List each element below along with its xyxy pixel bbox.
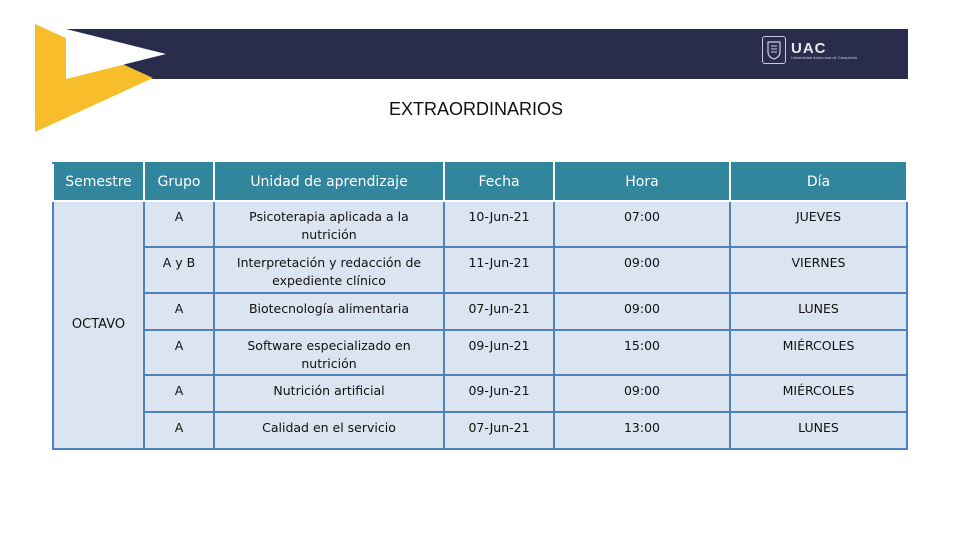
- header-notch: [66, 29, 166, 79]
- university-seal-icon: [762, 36, 786, 64]
- fecha-cell: 10-Jun-21: [444, 201, 554, 247]
- grupo-cell: A: [144, 293, 214, 330]
- fecha-cell: 09-Jun-21: [444, 375, 554, 412]
- page-title: EXTRAORDINARIOS: [388, 99, 564, 119]
- unidad-cell: Interpretación y redacción de expediente clínico: [214, 247, 444, 293]
- dia-cell: LUNES: [730, 412, 907, 449]
- unidad-cell: Psicoterapia aplicada a la nutrición: [214, 201, 444, 247]
- fecha-cell: 07-Jun-21: [444, 412, 554, 449]
- logo-acronym: UAC: [791, 39, 827, 57]
- unidad-cell: Calidad en el servicio: [214, 412, 444, 449]
- unidad-cell: Nutrición artificial: [214, 375, 444, 412]
- unidad-cell: Biotecnología alimentaria: [214, 293, 444, 330]
- unidad-cell: Software especializado en nutrición: [214, 330, 444, 375]
- dia-cell: LUNES: [730, 293, 907, 330]
- exam-schedule-table: [52, 162, 908, 450]
- dia-cell: VIERNES: [730, 247, 907, 293]
- hora-cell: 07:00: [554, 201, 730, 247]
- university-logo: [762, 36, 857, 64]
- dia-cell: MIÉRCOLES: [730, 375, 907, 412]
- hora-cell: 09:00: [554, 293, 730, 330]
- grupo-cell: A: [144, 201, 214, 247]
- table-row: [53, 375, 907, 412]
- fecha-cell: 11-Jun-21: [444, 247, 554, 293]
- table-row: [53, 412, 907, 449]
- fecha-cell: 09-Jun-21: [444, 330, 554, 375]
- fecha-cell: 07-Jun-21: [444, 293, 554, 330]
- column-header-hora: Hora: [554, 163, 730, 201]
- dia-cell: MIÉRCOLES: [730, 330, 907, 375]
- table-row: [53, 247, 907, 293]
- table-header-row: [53, 163, 907, 201]
- hora-cell: 09:00: [554, 375, 730, 412]
- logo-subtitle: Universidad Autónoma de Campeche: [791, 54, 858, 60]
- table-row: [53, 330, 907, 375]
- column-header-dia: Día: [730, 163, 907, 201]
- column-header-unidad: Unidad de aprendizaje: [214, 163, 444, 201]
- grupo-cell: A: [144, 375, 214, 412]
- hora-cell: 13:00: [554, 412, 730, 449]
- column-header-fecha: Fecha: [444, 163, 554, 201]
- grupo-cell: A y B: [144, 247, 214, 293]
- grupo-cell: A: [144, 412, 214, 449]
- hora-cell: 15:00: [554, 330, 730, 375]
- column-header-semestre: Semestre: [53, 163, 144, 201]
- grupo-cell: A: [144, 330, 214, 375]
- table-row: [53, 293, 907, 330]
- column-header-grupo: Grupo: [144, 163, 214, 201]
- semestre-cell: OCTAVO: [53, 201, 144, 449]
- dia-cell: JUEVES: [730, 201, 907, 247]
- hora-cell: 09:00: [554, 247, 730, 293]
- table-row: [53, 201, 907, 247]
